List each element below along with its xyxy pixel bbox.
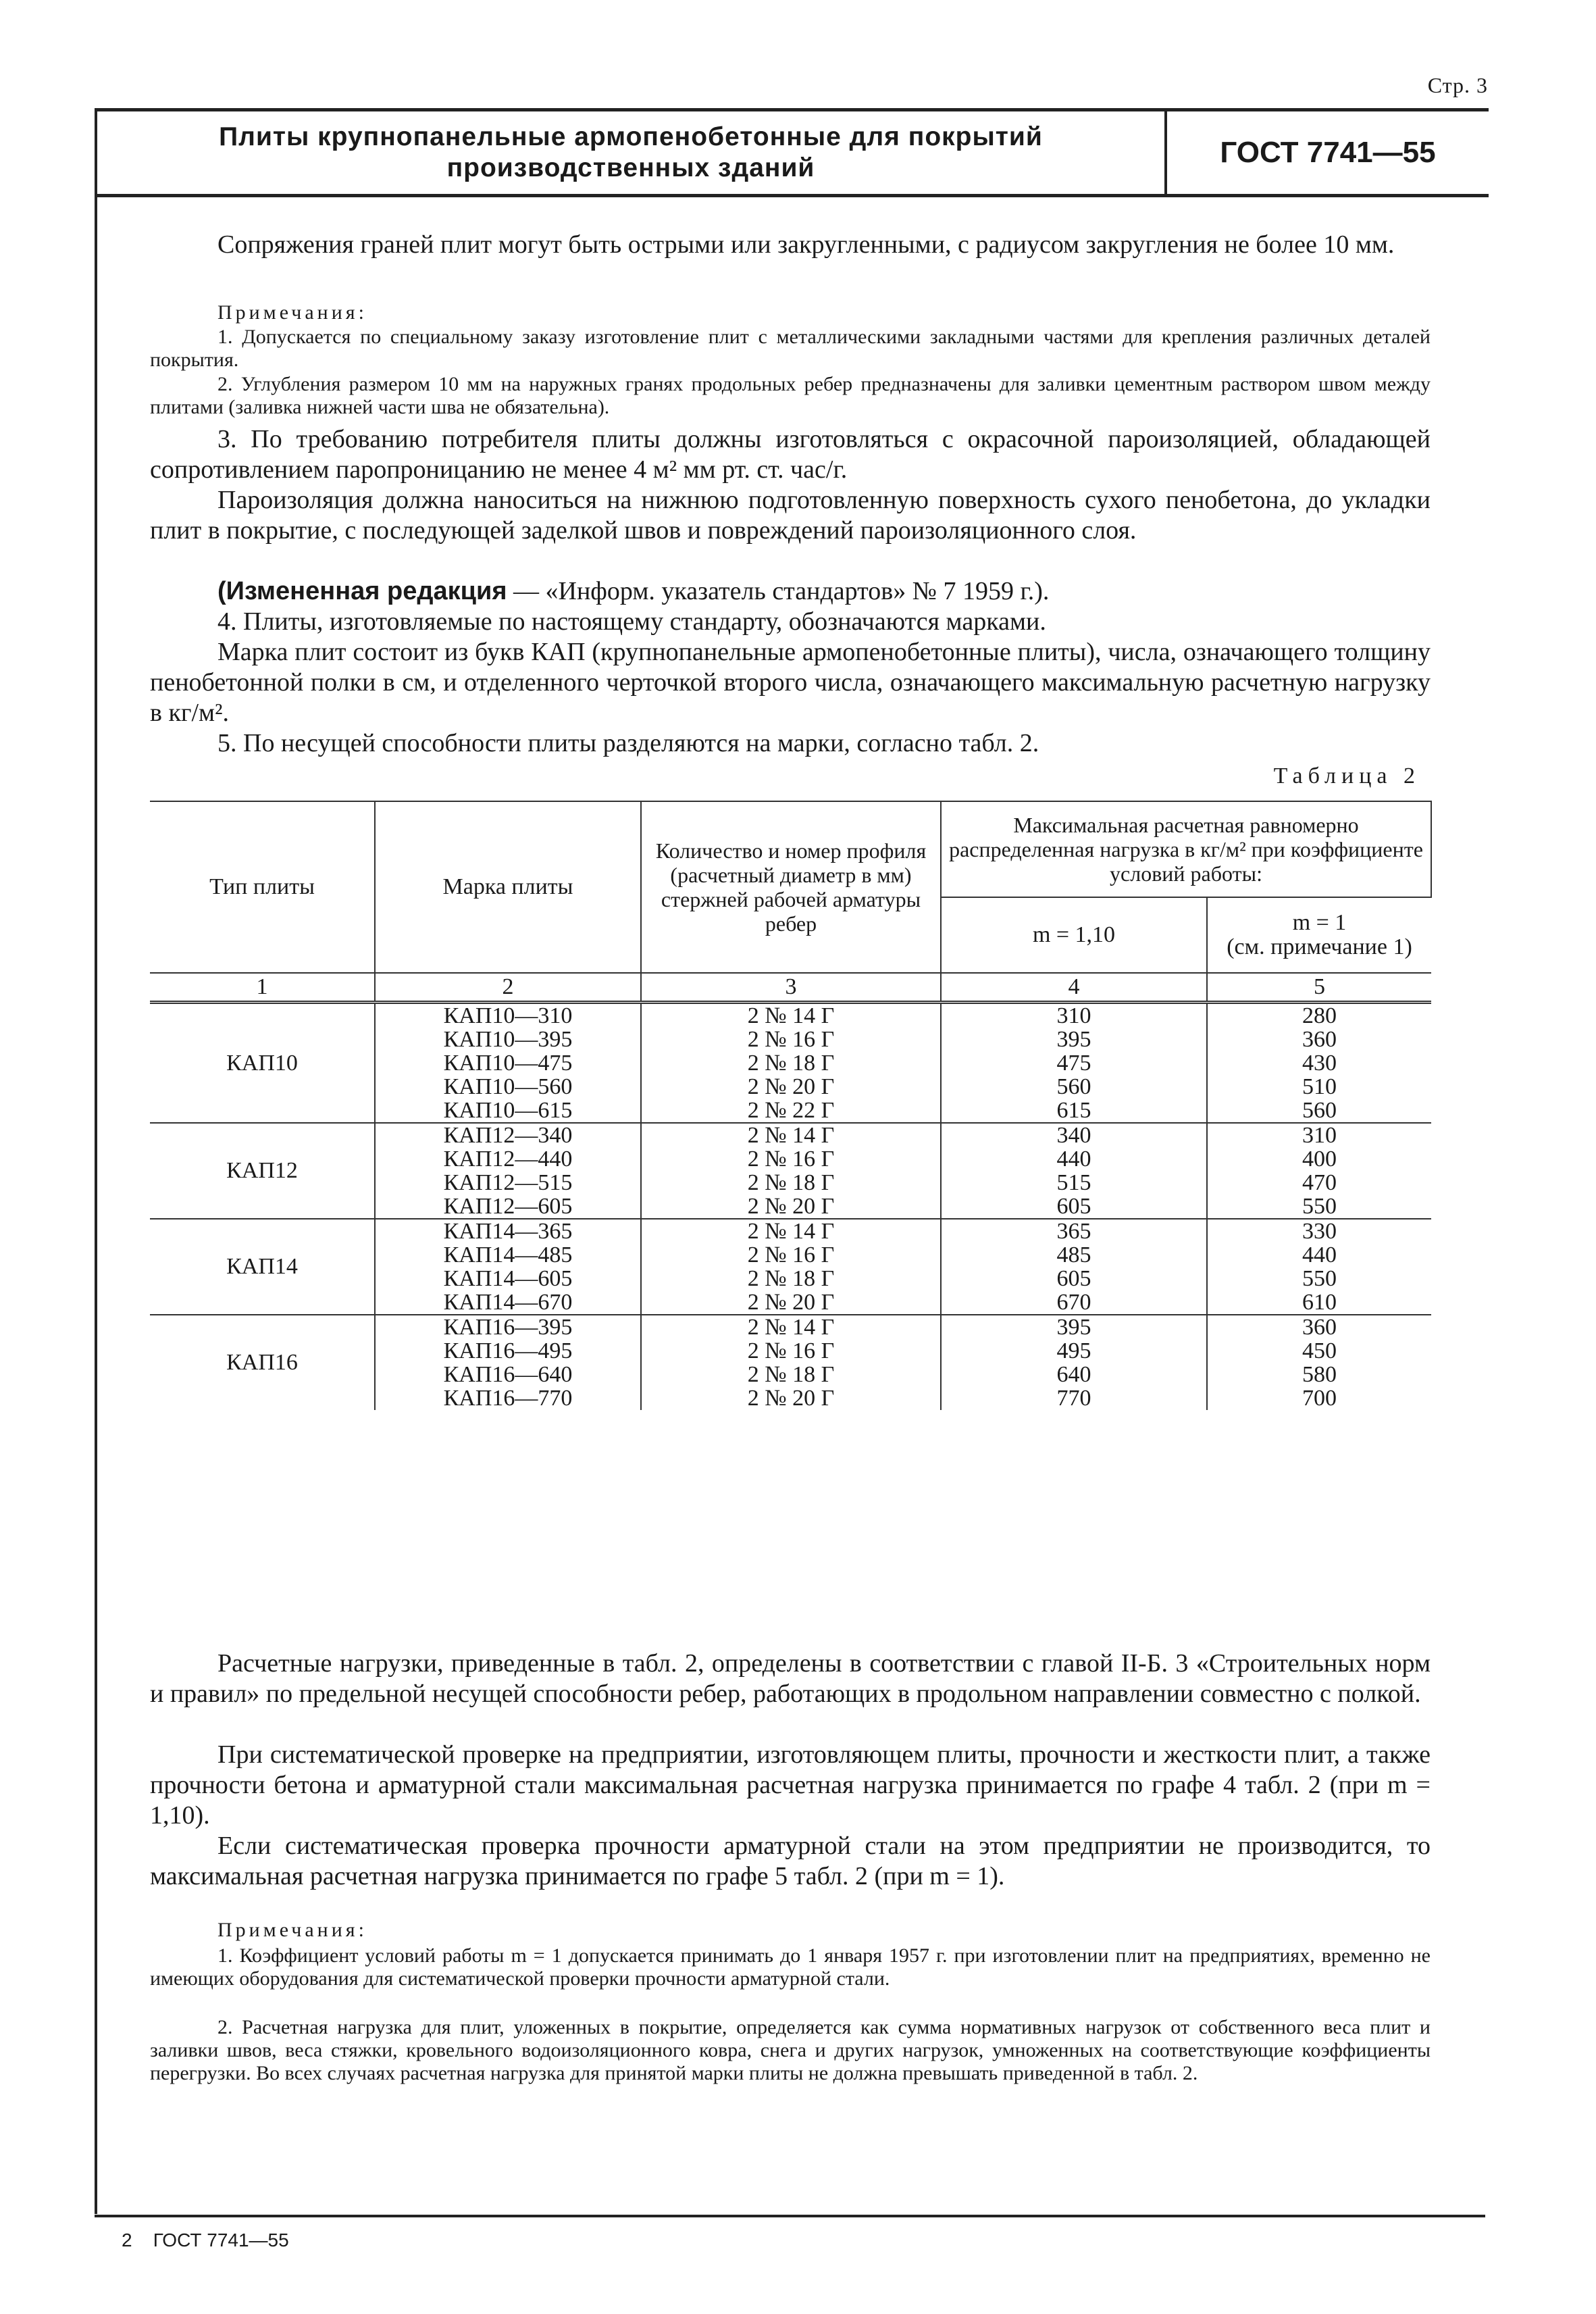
- mark-cell: КАП12—340 КАП12—440 КАП12—515 КАП12—605: [375, 1123, 641, 1219]
- paragraph-4: 4. Плиты, изготовляемые по настоящему стандарту, обозначаются марками.: [217, 607, 1046, 636]
- type-cell: КАП14: [150, 1219, 375, 1315]
- mark-cell: КАП10—310 КАП10—395 КАП10—475 КАП10—560 КАП10—615: [375, 1003, 641, 1124]
- col-num-4: 4: [941, 973, 1207, 1003]
- rods-cell: 2 № 14 Г 2 № 16 Г 2 № 18 Г 2 № 20 Г: [641, 1123, 941, 1219]
- type-cell: КАП12: [150, 1123, 375, 1219]
- document-header: [95, 108, 1489, 197]
- table-caption: Таблица 2: [1273, 763, 1420, 788]
- th-m110: m = 1,10: [941, 897, 1207, 973]
- m110-cell: 310 395 475 560 615: [941, 1003, 1207, 1124]
- footer: [122, 2230, 289, 2251]
- th-rods: Количество и номер профиля (расчетный диаметр в мм) стержней рабочей арматуры ребер: [641, 801, 941, 973]
- paragraph-3b: Пароизоляция должна наноситься на нижнюю подготовленную поверхность сухого пенобетона, до укладки плит в покрытие, с последующей заделкой швов и повреждений пароизоляционного слоя.: [150, 486, 1431, 545]
- rods-cell: 2 № 14 Г 2 № 16 Г 2 № 18 Г 2 № 20 Г 2 № 22 Г: [641, 1003, 941, 1124]
- gost-number: ГОСТ 7741—55: [1220, 136, 1436, 169]
- type-cell: КАП10: [150, 1003, 375, 1124]
- notes-heading-2: Примечания:: [217, 1919, 367, 1941]
- m1-cell: 330 440 550 610: [1207, 1219, 1431, 1315]
- m1-cell: 280 360 430 510 560: [1207, 1003, 1431, 1124]
- mark-cell: КАП14—365 КАП14—485 КАП14—605 КАП14—670: [375, 1219, 641, 1315]
- note-2: 2. Углубления размером 10 мм на наружных гранях продольных ребер предназначены для заливки цементным раствором швом между плитами (заливка нижней части шва не обязательна).: [150, 373, 1431, 418]
- th-load: Максимальная расчетная равномерно распределенная нагрузка в кг/м² при коэффициенте условий работы:: [941, 801, 1431, 897]
- table-row: [150, 1219, 1431, 1315]
- paragraph-1: Сопряжения граней плит могут быть острыми или закругленными, с радиусом закругления не более 10 мм.: [217, 230, 1395, 259]
- footnote-1: 1. Коэффициент условий работы m = 1 допускается принимать до 1 января 1957 г. при изготовлении плит на предприятиях, временно не имеющих оборудования для систематической проверки прочности арматурной стали.: [150, 1944, 1431, 1990]
- th-m1: m = 1 (см. примечание 1): [1207, 897, 1431, 973]
- page-number: Стр. 3: [1427, 73, 1488, 97]
- footer-page: 2: [122, 2230, 132, 2250]
- type-cell: КАП16: [150, 1315, 375, 1410]
- after-paragraph-2: При систематической проверке на предприятии, изготовляющем плиты, прочности и жесткости плит, а также прочности бетона и арматурной стали максимальная расчетная нагрузка принимается по графе 4 табл. 2 (при m = 1,10).: [150, 1740, 1431, 1830]
- m1-cell: 360 450 580 700: [1207, 1315, 1431, 1410]
- col-num-5: 5: [1207, 973, 1431, 1003]
- m110-cell: 340 440 515 605: [941, 1123, 1207, 1219]
- notes-heading: Примечания:: [217, 301, 367, 324]
- m110-cell: 365 485 605 670: [941, 1219, 1207, 1315]
- edition-note: (Измененная редакция — «Информ. указатель стандартов» № 7 1959 г.).: [217, 577, 1050, 605]
- col-num-3: 3: [641, 973, 941, 1003]
- document-title: Плиты крупнопанельные армопенобетонные для покрытий производственных зданий: [219, 122, 1043, 182]
- rods-cell: 2 № 14 Г 2 № 16 Г 2 № 18 Г 2 № 20 Г: [641, 1219, 941, 1315]
- table-row: [150, 1315, 1431, 1410]
- footer-rule: [95, 2215, 1485, 2217]
- after-paragraph-3: Если систематическая проверка прочности арматурной стали на этом предприятии не производится, то максимальная расчетная нагрузка принимается по графе 5 табл. 2 (при m = 1).: [150, 1832, 1431, 1890]
- paragraph-3: 3. По требованию потребителя плиты должны изготовляться с окрасочной пароизоляцией, обладающей сопротивлением паропроницанию не менее 4 м² мм рт. ст. час/г.: [150, 425, 1431, 484]
- paragraph-5: 5. По несущей способности плиты разделяются на марки, согласно табл. 2.: [217, 729, 1039, 757]
- footer-code: ГОСТ 7741—55: [153, 2230, 289, 2250]
- paragraph-4b: Марка плит состоит из букв КАП (крупнопанельные армопенобетонные плиты), числа, означающего толщину пенобетонной полки в см, и отделенного черточкой второго числа, означающего максимальную расчетную нагрузку в кг/м².: [150, 638, 1431, 727]
- rods-cell: 2 № 14 Г 2 № 16 Г 2 № 18 Г 2 № 20 Г: [641, 1315, 941, 1410]
- m1-cell: 310 400 470 550: [1207, 1123, 1431, 1219]
- mark-cell: КАП16—395 КАП16—495 КАП16—640 КАП16—770: [375, 1315, 641, 1410]
- loads-table: [150, 801, 1432, 1410]
- note-1: 1. Допускается по специальному заказу изготовление плит с металлическими закладными частями для крепления различных деталей покрытия.: [150, 326, 1431, 371]
- m110-cell: 395 495 640 770: [941, 1315, 1207, 1410]
- col-num-2: 2: [375, 973, 641, 1003]
- footnote-2: 2. Расчетная нагрузка для плит, уложенных в покрытие, определяется как сумма нормативных нагрузок от собственного веса плит и заливки швов, веса стяжки, кровельного водоизоляционного ковра, снега и других нагрузок, умноженных на соответствующие коэффициенты перегрузки. Во всех случаях расчетная нагрузка для принятой марки плиты не должна превышать приведенной в табл. 2.: [150, 2016, 1431, 2084]
- table-row: [150, 1003, 1431, 1124]
- after-paragraph-1: Расчетные нагрузки, приведенные в табл. 2, определены в соответствии с главой II-Б. 3 «Строительных норм и правил» по предельной несущей способности ребер, работающих в продольном направлении совместно с полкой.: [150, 1649, 1431, 1708]
- left-border: [95, 191, 97, 2214]
- table-row: [150, 1123, 1431, 1219]
- col-num-1: 1: [150, 973, 375, 1003]
- th-type: Тип плиты: [150, 801, 375, 973]
- th-mark: Марка плиты: [375, 801, 641, 973]
